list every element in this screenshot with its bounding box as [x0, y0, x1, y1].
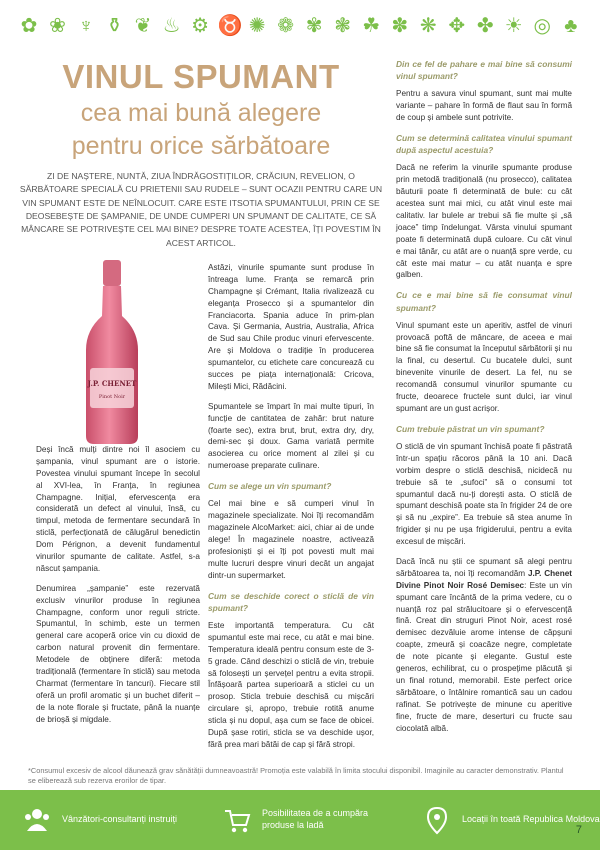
footer-text-consultants: Vânzători-consultanți instruiți — [62, 814, 178, 825]
bottle-icon — [52, 258, 172, 446]
footer-item-consultants — [0, 805, 200, 835]
article-title-block — [20, 58, 382, 163]
col1-paragraph-1: Deși încă mulți dintre noi îl asociem cu șampania, vinul spumant are o istorie. Povestea vinului spumant începe în secolul al XVI-lea, în Franța, în regiunea Champagne. Inițial, efervescența era considerată un defect al vinului, însă, cu timpul, metoda de fermentare secundară în sticlă, perfecționată de călugărul benedictin Dom Pérignon, a devenit fundamentul vinurilor spumante de calitate. Astfel, s-a născut șampania. — [36, 445, 200, 573]
article-title: VINUL SPUMANT — [62, 58, 340, 95]
leaf-icon: ❦ — [134, 15, 152, 37]
footer-text-box: Posibilitatea de a cumpăra produse la ladă — [262, 808, 369, 830]
article-subtitle-line1: cea mai bună alegere — [80, 99, 322, 127]
bottle-brand: J.P. CHENET — [87, 379, 137, 388]
col3-paragraph-5 — [396, 556, 572, 734]
column-3 — [396, 58, 572, 742]
column-2 — [208, 262, 374, 759]
tree-icon: ♣ — [564, 15, 578, 37]
header-icon-strip — [0, 8, 600, 44]
recommended-product: J.P. Chenet Divine Pinot Noir Rosé Demisec — [396, 568, 573, 590]
berries-icon: ✥ — [448, 15, 466, 37]
col2-paragraph-2: Spumantele se împart în mai multe tipuri, în funcție de cantitatea de zahăr: brut nature (foarte sec), extra brut, brut, extra dry, dry, demi-sec și doux. Gama variată permite asocierea cu orice moment al zilei și cu numeroase preparate culinare. — [208, 401, 374, 471]
page-number: 7 — [575, 824, 582, 836]
tomato-icon: ❀ — [49, 15, 66, 37]
col3-paragraph-1: Pentru a savura vinul spumant, sunt mai multe variante – pahare în formă de flaut sau în formă de coup și ambele sunt potrivite. — [396, 89, 572, 123]
pepper-icon: ☘ — [362, 15, 381, 37]
cooking-pot-icon: ♨ — [162, 15, 181, 37]
disclaimer: *Consumul excesiv de alcool dăunează grav sănătății dumneavoastră! Promoția este valabilă în limita stocului disponibil. Imaginile au caracter demonstrativ. Plantul se eliberează sub rezerva erorilor de tipar. — [28, 766, 564, 785]
col3-paragraph-3: Vinul spumant este un aperitiv, astfel de vinuri provoacă poftă de mâncare, de aceea e mai bine să fie consumat la începutul sărbătorii și nu la final, cu desertul. Cu bucatele dulci, sunt binevenite vinurile de desert. La fel, nu se recomandă consumul vinurilor spumante cu fructe, deoarece fructele sunt dulci, iar vinul spumant are un gust acrișor. — [396, 320, 572, 413]
col3-heading-2: Cum se determină calitatea vinului spumant după aspectul acestuia? — [396, 133, 572, 156]
plate-icon: ◎ — [533, 15, 551, 37]
col2-paragraph-4: Este importantă temperatura. Cu cât spumantul este mai rece, cu atât e mai bine. Temperatura ideală pentru consum este de 3-5 grade. Când deschizi o sticlă de vin, trebuie să folosești un șervețel pentru a evita stropii. Înfășoară partea superioară a sticlei cu un prosop. Sticla trebuie deschisă cu mișcări circulare și, apropo, trebuie rotită anume sticla și nu dopul, așa cum se face de obicei. După șase rotiri, sticla se va deschide ușor, fără prea mari bătăi de cap și fără stropi. — [208, 620, 374, 749]
wine-bottle-image — [52, 258, 172, 446]
col2-heading-1: Cum se alege un vin spumant? — [208, 481, 332, 492]
col3-heading-1: Din ce fel de pahare e mai bine să consumi vinul spumant? — [396, 59, 572, 82]
bread-icon: ✾ — [305, 15, 323, 37]
cheese-icon: ✿ — [20, 15, 38, 37]
apple-icon: ❁ — [277, 15, 295, 37]
col1-paragraph-2: Denumirea „șampanie” este rezervată exclusiv vinurilor produse în regiunea Champagne, conform unor reguli stricte. Spumantul, în schimb, este un termen general care acoperă orice vin cu dioxid de carbon natural provenit din fermentare. Metodele de obținere diferă: metoda tradițională (fermentare în sticlă) sau metoda Charmat (fermentare în tancuri). Fiecare stil oferă un profil aromatic și un buchet diferit – de la note florale și fructate, până la nuanțe de brioșă și migdale. — [36, 583, 200, 724]
people-icon — [22, 805, 52, 835]
footer-bar — [0, 790, 600, 850]
footer-item-locations — [400, 805, 600, 835]
sun-icon: ☀ — [504, 15, 523, 37]
cow-icon: ♉ — [217, 15, 243, 37]
col2-paragraph-1: Astăzi, vinurile spumante sunt produse în întreaga lume. Franța se remarcă prin Champagne și Crémant, Italia rivalizează cu eleganța Prosecco și a spumantelor din Franciacorta. Spania aduce în prim-plan Cava. Și Germania, Austria, Australia, Africa de Sud sau Chile produc vinuri efervescente. Are și Moldova o tradiție în producerea spumantelor, cu etichete care concurează cu succes pe piața internațională: Cricova, Milești Mici, Rădăcini. — [208, 263, 374, 391]
wine-glass-icon: ♆ — [78, 15, 94, 37]
herbs-icon: ✤ — [476, 15, 494, 37]
article-subtitle-line2: pentru orice sărbătoare — [71, 132, 331, 161]
col3-heading-3: Cu ce e mai bine să fie consumat vinul spumant? — [396, 290, 572, 313]
fish-icon: ✺ — [248, 15, 266, 37]
footer-item-box — [200, 805, 400, 835]
col2-paragraph-3: Cel mai bine e să cumperi vinul în magazinele specializate. Noi îți recomandăm magazinele AlcoMarket: aici, chiar ai de unde alege! În magazinele noastre, activează profesioniști și ei îți pot povesti mult mai multe lucruri despre vinuri decât un angajat dintr-un supermarket. — [208, 499, 374, 580]
shopping-cart-icon — [222, 805, 252, 835]
bottle-icon: ⚱ — [106, 15, 123, 37]
col3-paragraph-2: Dacă ne referim la vinurile spumante produse prin metodă tradițională (nu prosecco), calitatea băuturii poate fi determinată de bule: cu cât acestea sunt mai mici, cu atât vinul este mai calitativ. Iar bulele ar trebui să fie multe și „să joace” timp îndelungat. Vârsta vinului spumant poate fi determinată după culoare. Cu cât vinul e mai tânăr, cu atât are o nuanță spre verde, cu cât este mai matur – cu atât nuanța e spre galben. — [396, 163, 572, 280]
col2-heading-2: Cum se deschide corect o sticlă de vin spumant? — [208, 590, 374, 613]
tractor-icon: ⚙ — [191, 15, 210, 37]
carrot-icon: ❋ — [419, 15, 437, 37]
col3-paragraph-4: O sticlă de vin spumant închisă poate fi păstrată într-un spațiu răcoros până la 10 ani. Dacă vorbim despre o sticlă deschisă, nicidecă nu trebuie să te „sufoci” să o consumi tot spumantul dacă nu-ți dorești asta. O sticlă de spumant deschisă poate sta în frigider 24 de ore și să nu „expire”. Ea trebuie să stea anume în frigider și nu pe ușa frigiderului, pentru a evita excesul de mișcări. — [396, 442, 572, 547]
recommendation-intro: Dacă încă nu știi ce spumant să alegi pentru sărbătoarea ta, noi îți recomandăm — [396, 557, 572, 578]
vegetables-icon: ✽ — [391, 15, 409, 37]
article-intro: ZI DE NAȘTERE, NUNTĂ, ZIUA ÎNDRĂGOSTIȚILOR, CRĂCIUN, REVELION, O SĂRBĂTOARE SPECIALĂ CU PRIETENII SAU RUDELE – SUNT OCAZII PENTRU CARE UN VIN SPUMANT ESTE DE NEÎNLOCUIT. CARE ESTE ITSOTIA SPUMANTULUI, PRIN CE SE DEOSEBEȘTE DE ȘAMPANIE, DE UNDE CUMPERI UN SPUMANT DE CALITATE, CE SĂ MÂNCARE SE POTRIVEȘTE CEL MAI BINE? DESPRE TOATE ACESTEA, ÎȚI POVESTIM ÎN ACEST ARTICOL. — [19, 171, 383, 248]
grape-icon: ❃ — [334, 15, 352, 37]
column-1 — [36, 444, 200, 733]
footer-text-locations: Locații în toată Republica Moldova — [462, 814, 600, 825]
col3-heading-4: Cum trebuie păstrat un vin spumant? — [396, 423, 545, 434]
recommendation-text: : Este un vin spumant care încântă de la prima vedere, cu o nuanță roz pal strălucitoare și o efervescență fină. Creat din struguri Pinot Noir, acest rosé demisec dezvăluie arome intense de căpșuni coapte, zmeură și coacăze negre, completate de note picante și elegante. Gustul este generos, echilibrat, cu o prospețime plăcută și un final rotund, memorabil. Este perfect orice sărbătoare, o întâlnire romantică sau un cadou rafinat. Se potrivește de minune cu aperitive fine, fructe de mare, deserturi cu fructe sau ciocolată albă. — [396, 580, 572, 733]
location-pin-icon — [422, 805, 452, 835]
bottle-label: Pinot Noir — [98, 394, 126, 400]
